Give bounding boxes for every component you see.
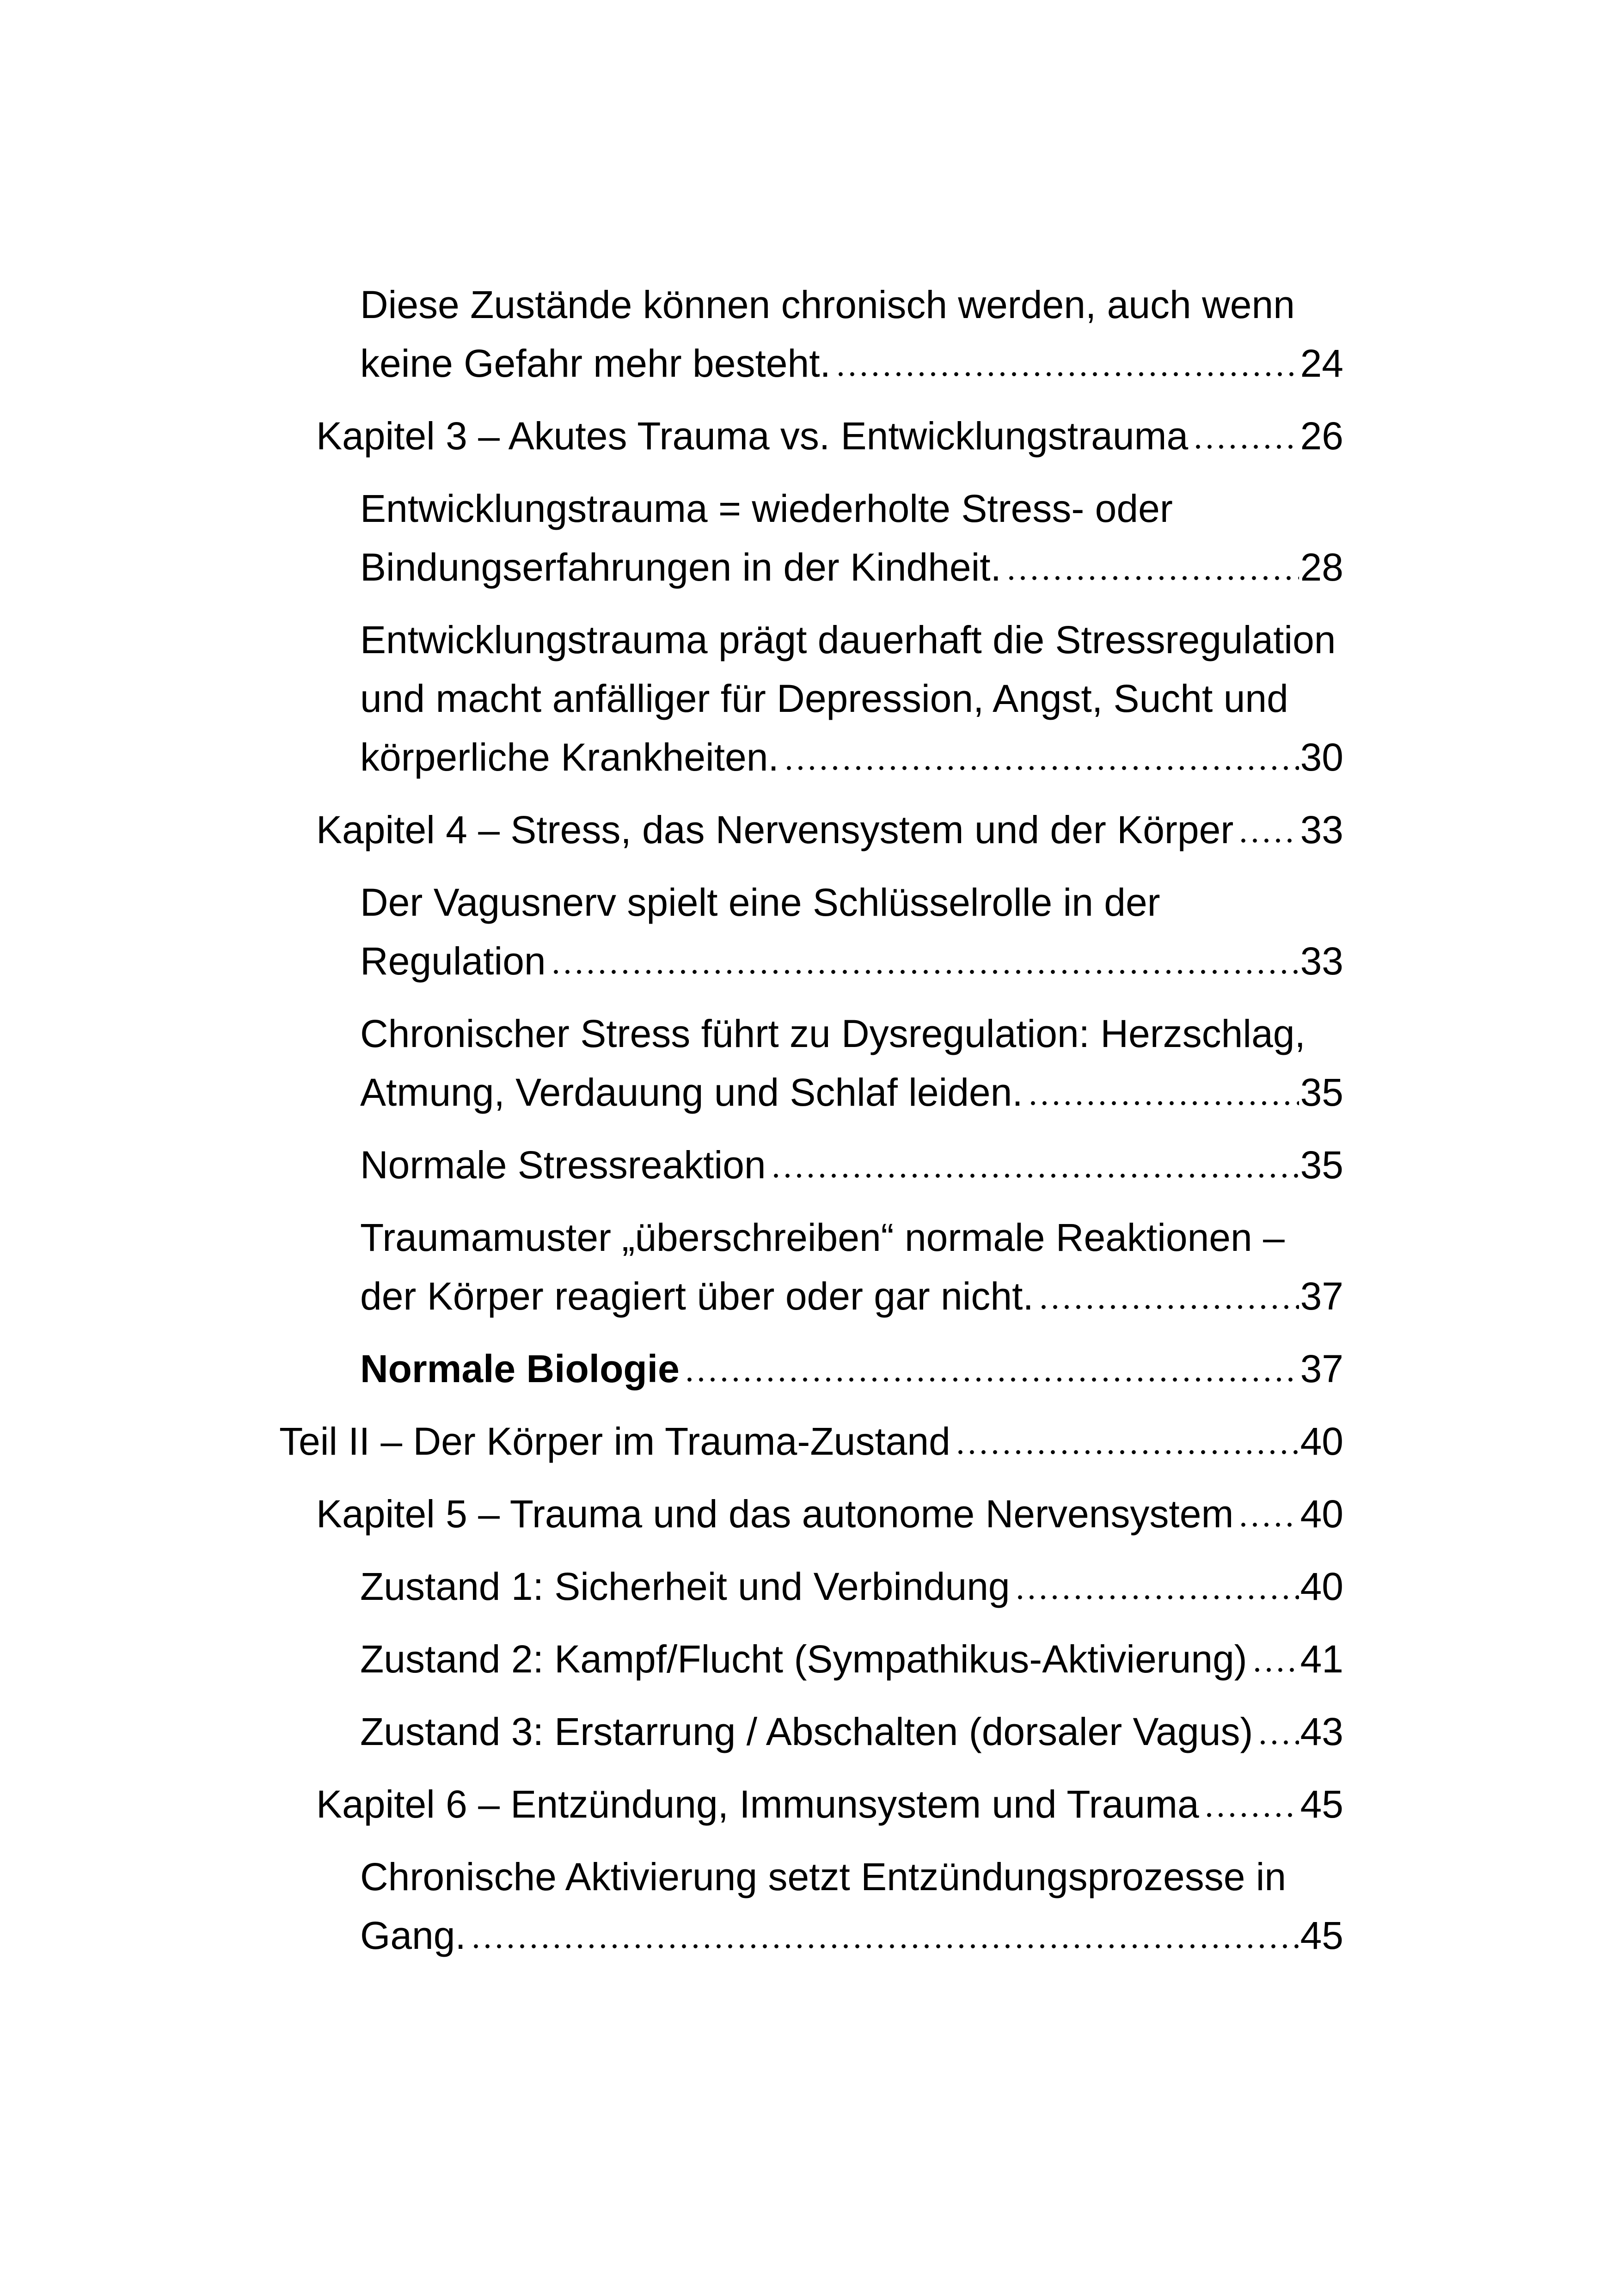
toc-entry-last-line (360, 334, 1343, 393)
toc-entry-line (360, 1208, 1343, 1267)
toc-entry (360, 479, 1343, 597)
toc-entry-text: Zustand 1: Sicherheit und Verbindung (360, 1565, 1010, 1608)
toc-page-number: 40 (1300, 1420, 1343, 1463)
toc-entry-text: Chronische Aktivierung setzt Entzündungsprozesse in (360, 1855, 1287, 1898)
toc-entry (360, 1340, 1343, 1398)
toc-entry (360, 276, 1343, 393)
toc-entry-text: Normale Stressreaktion (360, 1143, 766, 1187)
toc-entry-text: Traumamuster „überschreiben“ normale Reaktionen – (360, 1216, 1285, 1259)
toc-entry-text: Kapitel 6 – Entzündung, Immunsystem und Trauma (316, 1782, 1199, 1826)
toc-entry (360, 1136, 1343, 1194)
toc-entry-last-line (279, 1412, 1343, 1471)
toc-entry-last-line (360, 1136, 1343, 1194)
toc-entry-text: körperliche Krankheiten. (360, 735, 779, 779)
toc-entry-text: Entwicklungstrauma prägt dauerhaft die Stressregulation (360, 618, 1336, 661)
toc-entry-line (360, 873, 1343, 932)
toc-entry-last-line (360, 1340, 1343, 1398)
toc-entry-line (360, 669, 1343, 728)
toc-entry (360, 1848, 1343, 1965)
toc-entry-text: Entwicklungstrauma = wiederholte Stress- oder (360, 487, 1173, 530)
toc-entry-text: Teil II – Der Körper im Trauma-Zustand (279, 1420, 950, 1463)
toc-entry-text: Diese Zustände können chronisch werden, auch wenn (360, 283, 1295, 326)
toc-entry-last-line (360, 728, 1343, 787)
toc-entry (316, 1485, 1343, 1543)
toc-leader-dots (470, 1944, 1299, 1949)
toc-leader-dots (1038, 1304, 1299, 1310)
toc-page-number: 26 (1300, 414, 1343, 458)
toc-page-number: 24 (1300, 342, 1343, 385)
toc-leader-dots (1014, 1595, 1299, 1600)
toc-leader-dots (1238, 838, 1299, 843)
toc-entry-text: und macht anfälliger für Depression, Angst, Sucht und (360, 677, 1288, 720)
toc-page-number: 37 (1300, 1274, 1343, 1318)
toc-entry-text: Regulation (360, 939, 546, 983)
toc-leader-dots (835, 372, 1299, 377)
toc-page-number: 40 (1300, 1565, 1343, 1608)
toc-entry-last-line (316, 1775, 1343, 1834)
toc-entry (360, 1630, 1343, 1689)
toc-page-number: 40 (1300, 1492, 1343, 1536)
toc-entry-last-line (316, 1485, 1343, 1543)
toc-page-number: 30 (1300, 735, 1343, 779)
toc-leader-dots (1203, 1812, 1299, 1818)
toc-entry-text: Kapitel 5 – Trauma und das autonome Nervensystem (316, 1492, 1234, 1536)
toc-leader-dots (955, 1450, 1299, 1455)
toc-page-number: 33 (1300, 939, 1343, 983)
toc-entry-text: Kapitel 3 – Akutes Trauma vs. Entwicklungstrauma (316, 414, 1189, 458)
toc-leader-dots (1005, 576, 1299, 581)
toc-entry (360, 873, 1343, 991)
toc-entry (360, 1208, 1343, 1326)
toc-leader-dots (1238, 1522, 1299, 1527)
toc-entry-text: Normale Biologie (360, 1347, 680, 1390)
toc-leader-dots (783, 765, 1299, 771)
toc-page-number: 35 (1300, 1071, 1343, 1114)
toc-entry (316, 407, 1343, 465)
toc-page-number: 35 (1300, 1143, 1343, 1187)
toc-entry (360, 1004, 1343, 1122)
toc-entry-last-line (360, 538, 1343, 597)
toc-entry (360, 1702, 1343, 1761)
toc-entry-text: Zustand 2: Kampf/Flucht (Sympathikus-Aktivierung) (360, 1637, 1247, 1681)
toc-entry-text: Gang. (360, 1914, 466, 1957)
toc-page-number: 45 (1300, 1914, 1343, 1957)
toc-page-number: 33 (1300, 808, 1343, 851)
toc-page-number: 41 (1300, 1637, 1343, 1681)
table-of-contents (279, 276, 1343, 1979)
toc-entry (360, 611, 1343, 787)
toc-entry-last-line (360, 932, 1343, 991)
toc-entry-last-line (360, 1267, 1343, 1326)
toc-page-number: 28 (1300, 545, 1343, 589)
toc-entry-text: Kapitel 4 – Stress, das Nervensystem und der Körper (316, 808, 1234, 851)
toc-page-number: 37 (1300, 1347, 1343, 1390)
toc-entry-last-line (316, 801, 1343, 859)
toc-entry-last-line (360, 1702, 1343, 1761)
toc-entry-text: Chronischer Stress führt zu Dysregulation: Herzschlag, (360, 1012, 1305, 1055)
toc-leader-dots (770, 1173, 1299, 1178)
toc-entry-line (360, 276, 1343, 334)
toc-entry-last-line (360, 1557, 1343, 1616)
toc-entry (360, 1557, 1343, 1616)
toc-page-number: 45 (1300, 1782, 1343, 1826)
toc-entry-text: Bindungserfahrungen in der Kindheit. (360, 545, 1001, 589)
toc-leader-dots (550, 969, 1299, 974)
toc-entry-text: Atmung, Verdauung und Schlaf leiden. (360, 1071, 1023, 1114)
toc-entry (279, 1412, 1343, 1471)
toc-entry-last-line (360, 1063, 1343, 1122)
toc-leader-dots (684, 1377, 1299, 1382)
toc-entry-last-line (360, 1630, 1343, 1689)
toc-entry (316, 801, 1343, 859)
toc-entry-last-line (360, 1906, 1343, 1965)
toc-entry-text: keine Gefahr mehr besteht. (360, 342, 831, 385)
toc-entry-last-line (316, 407, 1343, 465)
toc-leader-dots (1027, 1101, 1299, 1106)
toc-entry-text: der Körper reagiert über oder gar nicht. (360, 1274, 1034, 1318)
toc-entry-line (360, 1004, 1343, 1063)
toc-entry-line (360, 479, 1343, 538)
toc-entry-line (360, 611, 1343, 669)
toc-entry (316, 1775, 1343, 1834)
toc-entry-text: Zustand 3: Erstarrung / Abschalten (dorsaler Vagus) (360, 1710, 1253, 1753)
toc-page-number: 43 (1300, 1710, 1343, 1753)
toc-leader-dots (1251, 1667, 1299, 1672)
toc-leader-dots (1192, 444, 1299, 449)
toc-entry-line (360, 1848, 1343, 1906)
toc-entry-text: Der Vagusnerv spielt eine Schlüsselrolle in der (360, 881, 1160, 924)
toc-leader-dots (1257, 1740, 1299, 1745)
